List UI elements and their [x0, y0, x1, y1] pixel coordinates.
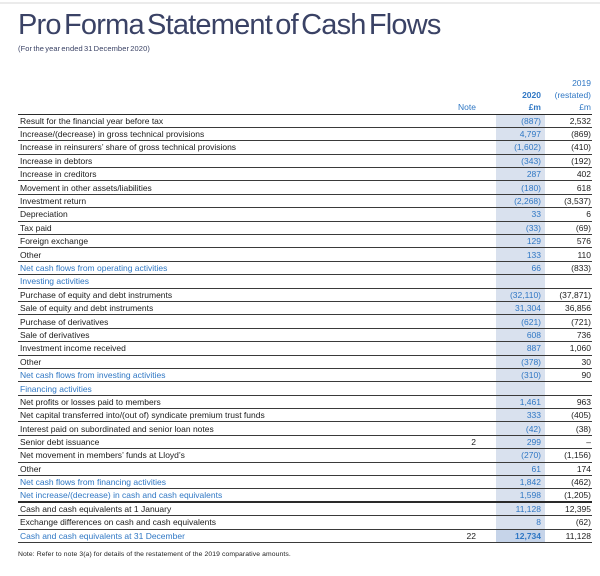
row-label: Purchase of equity and debt instruments — [18, 288, 450, 301]
table-row — [18, 449, 592, 462]
row-value-2020: 287 — [496, 168, 545, 181]
row-value-2019: (869) — [545, 127, 592, 140]
row-label: Increase in debtors — [18, 154, 450, 167]
row-label: Increase in reinsurers’ share of gross technical provisions — [18, 141, 450, 154]
row-label: Depreciation — [18, 208, 450, 221]
row-note — [450, 502, 496, 515]
table-row — [18, 275, 592, 288]
row-value-2020: 4,797 — [496, 127, 545, 140]
table-row — [18, 168, 592, 181]
row-label: Increase/(decrease) in gross technical provisions — [18, 127, 450, 140]
row-note — [450, 301, 496, 314]
row-label: Increase in creditors — [18, 168, 450, 181]
row-note — [450, 275, 496, 288]
row-value-2020: 129 — [496, 235, 545, 248]
row-label: Net cash flows from financing activities — [18, 476, 450, 489]
row-value-2019: 30 — [545, 355, 592, 368]
row-note — [450, 127, 496, 140]
table-row — [18, 502, 592, 515]
row-value-2020: (2,268) — [496, 194, 545, 207]
row-value-2019: – — [545, 435, 592, 448]
row-value-2020: (33) — [496, 221, 545, 234]
row-note — [450, 248, 496, 261]
row-note — [450, 261, 496, 274]
row-note — [450, 449, 496, 462]
header-row-2 — [18, 88, 592, 100]
row-label: Interest paid on subordinated and senior loan notes — [18, 422, 450, 435]
row-note — [450, 476, 496, 489]
row-note — [450, 422, 496, 435]
header-spacer — [450, 88, 496, 100]
row-note: 22 — [450, 529, 496, 542]
row-label: Net movement in members’ funds at Lloyd’s — [18, 449, 450, 462]
row-value-2020: 299 — [496, 435, 545, 448]
row-value-2019: 2,532 — [545, 114, 592, 127]
row-note — [450, 154, 496, 167]
row-value-2019 — [545, 382, 592, 395]
row-value-2020: 1,598 — [496, 489, 545, 502]
col-header-2019-year: 2019 — [572, 78, 591, 88]
table-row — [18, 355, 592, 368]
row-value-2020: (32,110) — [496, 288, 545, 301]
row-note — [450, 489, 496, 502]
row-value-2019: 1,060 — [545, 342, 592, 355]
header-spacer — [18, 76, 450, 88]
header-spacer — [450, 76, 496, 88]
row-value-2019: (38) — [545, 422, 592, 435]
table-row — [18, 235, 592, 248]
row-value-2020: 31,304 — [496, 301, 545, 314]
row-value-2020: (343) — [496, 154, 545, 167]
row-label: Investing activities — [18, 275, 450, 288]
table-row — [18, 221, 592, 234]
table-row — [18, 395, 592, 408]
row-note — [450, 368, 496, 381]
table-row — [18, 328, 592, 341]
table-row — [18, 154, 592, 167]
table-row — [18, 422, 592, 435]
row-label: Investment return — [18, 194, 450, 207]
row-note — [450, 355, 496, 368]
table-row — [18, 315, 592, 328]
row-label: Other — [18, 248, 450, 261]
row-note — [450, 315, 496, 328]
row-label: Tax paid — [18, 221, 450, 234]
row-label: Other — [18, 355, 450, 368]
table-row — [18, 435, 592, 448]
row-value-2019: 12,395 — [545, 502, 592, 515]
row-note — [450, 194, 496, 207]
table-row — [18, 476, 592, 489]
table-row — [18, 516, 592, 529]
table-row — [18, 248, 592, 261]
row-note — [450, 235, 496, 248]
row-value-2019: 90 — [545, 368, 592, 381]
row-note — [450, 114, 496, 127]
row-label: Net capital transferred into/(out of) syndicate premium trust funds — [18, 409, 450, 422]
table-row — [18, 208, 592, 221]
row-value-2020: (1,602) — [496, 141, 545, 154]
row-value-2020: 887 — [496, 342, 545, 355]
header-row-3 — [18, 100, 592, 114]
row-value-2019: 618 — [545, 181, 592, 194]
row-value-2020: 12,734 — [496, 529, 545, 542]
row-value-2020: 11,128 — [496, 502, 545, 515]
row-note — [450, 395, 496, 408]
col-header-2020-unit: £m — [496, 100, 545, 114]
row-value-2019: (462) — [545, 476, 592, 489]
row-note — [450, 288, 496, 301]
table-row — [18, 409, 592, 422]
row-note — [450, 221, 496, 234]
row-value-2019: (405) — [545, 409, 592, 422]
col-header-2019-unit: £m — [545, 100, 592, 114]
row-note — [450, 141, 496, 154]
table-row — [18, 342, 592, 355]
row-value-2019: (1,156) — [545, 449, 592, 462]
row-value-2020: (310) — [496, 368, 545, 381]
row-value-2019: (3,537) — [545, 194, 592, 207]
row-label: Result for the financial year before tax — [18, 114, 450, 127]
row-value-2019: (62) — [545, 516, 592, 529]
row-label: Investment income received — [18, 342, 450, 355]
row-value-2019: (721) — [545, 315, 592, 328]
row-note — [450, 328, 496, 341]
header-row-1 — [18, 76, 592, 88]
row-value-2019: 174 — [545, 462, 592, 475]
row-value-2020: 66 — [496, 261, 545, 274]
table-row — [18, 288, 592, 301]
row-value-2020: (887) — [496, 114, 545, 127]
row-value-2019: 6 — [545, 208, 592, 221]
row-value-2019: (37,871) — [545, 288, 592, 301]
row-value-2020: 133 — [496, 248, 545, 261]
row-label: Net increase/(decrease) in cash and cash equivalents — [18, 489, 450, 502]
row-value-2020: 333 — [496, 409, 545, 422]
row-label: Other — [18, 462, 450, 475]
row-note — [450, 168, 496, 181]
row-value-2020: (378) — [496, 355, 545, 368]
table-row — [18, 368, 592, 381]
row-note — [450, 409, 496, 422]
col-header-2020-year: 2020 — [522, 90, 541, 100]
row-value-2020: (270) — [496, 449, 545, 462]
row-label: Foreign exchange — [18, 235, 450, 248]
row-note — [450, 342, 496, 355]
row-note — [450, 516, 496, 529]
cash-flow-table — [18, 76, 592, 543]
row-value-2019: (410) — [545, 141, 592, 154]
row-label: Net cash flows from operating activities — [18, 261, 450, 274]
row-value-2020: 61 — [496, 462, 545, 475]
row-value-2019: (192) — [545, 154, 592, 167]
row-value-2020 — [496, 382, 545, 395]
row-value-2020: (42) — [496, 422, 545, 435]
row-value-2019: 11,128 — [545, 529, 592, 542]
row-label: Cash and cash equivalents at 1 January — [18, 502, 450, 515]
row-label: Cash and cash equivalents at 31 December — [18, 529, 450, 542]
row-label: Net cash flows from investing activities — [18, 368, 450, 381]
row-value-2019 — [545, 275, 592, 288]
table-row — [18, 141, 592, 154]
table-row — [18, 114, 592, 127]
table-row — [18, 489, 592, 502]
table-header — [18, 76, 592, 114]
row-label: Sale of derivatives — [18, 328, 450, 341]
col-header-2019-restated: (restated) — [554, 90, 591, 100]
table-row — [18, 382, 592, 395]
table-row — [18, 261, 592, 274]
row-label: Net profits or losses paid to members — [18, 395, 450, 408]
row-value-2019: 963 — [545, 395, 592, 408]
row-note — [450, 462, 496, 475]
row-value-2020 — [496, 275, 545, 288]
row-label: Senior debt issuance — [18, 435, 450, 448]
table-row — [18, 127, 592, 140]
table-row — [18, 194, 592, 207]
row-label: Sale of equity and debt instruments — [18, 301, 450, 314]
row-value-2019: 402 — [545, 168, 592, 181]
row-value-2020: 1,842 — [496, 476, 545, 489]
row-value-2019: 576 — [545, 235, 592, 248]
table-row — [18, 301, 592, 314]
row-value-2019: (1,205) — [545, 489, 592, 502]
page-subtitle: (For the year ended 31 December 2020) — [18, 44, 150, 53]
row-note — [450, 382, 496, 395]
row-value-2020: (621) — [496, 315, 545, 328]
row-value-2020: (180) — [496, 181, 545, 194]
table-row — [18, 529, 592, 542]
row-value-2020: 1,461 — [496, 395, 545, 408]
row-value-2019: (69) — [545, 221, 592, 234]
row-value-2019: (833) — [545, 261, 592, 274]
table-row — [18, 462, 592, 475]
row-value-2019: 736 — [545, 328, 592, 341]
row-label: Financing activities — [18, 382, 450, 395]
row-value-2020: 8 — [496, 516, 545, 529]
row-note: 2 — [450, 435, 496, 448]
row-note — [450, 208, 496, 221]
col-header-note: Note — [450, 100, 496, 114]
row-note — [450, 181, 496, 194]
row-value-2019: 110 — [545, 248, 592, 261]
header-spacer — [18, 88, 450, 100]
table-body — [18, 114, 592, 543]
page-title: Pro Forma Statement of Cash Flows — [18, 9, 441, 41]
row-label: Movement in other assets/liabilities — [18, 181, 450, 194]
footnote: Note: Refer to note 3(a) for details of the restatement of the 2019 comparative amounts. — [18, 551, 291, 558]
row-value-2020: 608 — [496, 328, 545, 341]
header-spacer — [18, 100, 450, 114]
table-row — [18, 181, 592, 194]
row-label: Purchase of derivatives — [18, 315, 450, 328]
header-spacer — [496, 76, 545, 88]
row-value-2019: 36,856 — [545, 301, 592, 314]
row-label: Exchange differences on cash and cash equivalents — [18, 516, 450, 529]
row-value-2020: 33 — [496, 208, 545, 221]
